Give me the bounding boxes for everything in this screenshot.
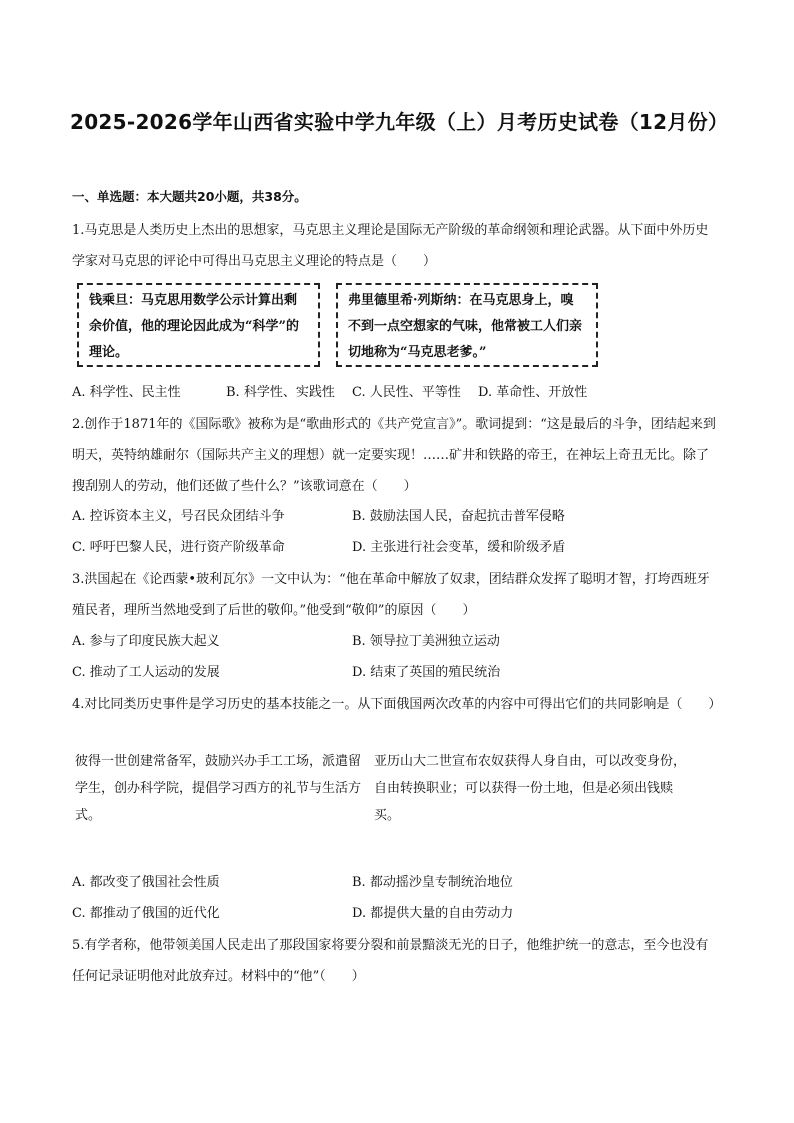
question-1-option-b[interactable]: B. 科学性、实践性 bbox=[226, 385, 335, 400]
question-4-option-c[interactable]: C. 都推动了俄国的近代化 bbox=[72, 906, 220, 921]
question-2-option-c[interactable]: C. 呼吁巴黎人民，进行资产阶级革命 bbox=[72, 540, 285, 555]
question-4-option-a[interactable]: A. 都改变了俄国社会性质 bbox=[72, 875, 220, 890]
question-3-option-a[interactable]: A. 参与了印度民族大起义 bbox=[72, 634, 220, 649]
question-1-option-d[interactable]: D. 革命性、开放性 bbox=[478, 385, 588, 400]
comparison-cell-left: 彼得一世创建常备军，鼓励兴办手工工场，派遣留学生，创办科学院，提倡学习西方的礼节与生活方式。 bbox=[75, 754, 362, 823]
page-title: 2025-2026学年山西省实验中学九年级（上）月考历史试卷（12月份） bbox=[70, 110, 729, 134]
question-1-option-c[interactable]: C. 人民性、平等性 bbox=[352, 385, 461, 400]
question-4-stem: 4.对比同类历史事件是学习历史的基本技能之一。从下面俄国两次改革的内容中可得出它们的共同影响是（ ） bbox=[72, 697, 722, 712]
comparison-cell-right: 亚历山大二世宣布农奴获得人身自由，可以改变身份，自由转换职业；可以获得一份土地，但是必须出钱赎买。 bbox=[374, 754, 687, 823]
question-1-stem: 1.马克思是人类历史上杰出的思想家，马克思主义理论是国际无产阶级的革命纲领和理论武器。从下面中外历史学家对马克思的评论中可得出马克思主义理论的特点是（ ） bbox=[72, 223, 709, 269]
quote-box-left: 钱乘旦：马克思用数学公示计算出剩余价值，他的理论因此成为“科学”的理论。 bbox=[77, 283, 320, 367]
question-5-stem: 5.有学者称，他带领美国人民走出了那段国家将要分裂和前景黯淡无光的日子，他维护统一的意志，至今也没有任何记录证明他对此放弃过。材料中的“他”（ ） bbox=[72, 938, 709, 984]
question-4-option-d[interactable]: D. 都提供大量的自由劳动力 bbox=[352, 906, 514, 921]
question-2-stem: 2.创作于1871年的《国际歌》被称为是“歌曲形式的《共产党宣言》”。歌词提到：“这是最后的斗争，团结起来到明天，英特纳雄耐尔（国际共产主义的理想）就一定要实现！……矿井和铁路的帝王，在神坛上奇丑无比。除了搜刮别人的劳动，他们还做了些什么？”该歌词意在（ ） bbox=[72, 417, 716, 494]
question-3-option-c[interactable]: C. 推动了工人运动的发展 bbox=[72, 665, 220, 680]
question-2-option-a[interactable]: A. 控诉资本主义，号召民众团结斗争 bbox=[72, 509, 285, 524]
section-heading: 一、单选题：本大题共20小题，共38分。 bbox=[72, 189, 307, 204]
question-3-option-b[interactable]: B. 领导拉丁美洲独立运动 bbox=[352, 634, 500, 649]
question-3-stem: 3.洪国起在《论西蒙•玻利瓦尔》一文中认为：“他在革命中解放了奴隶，团结群众发挥了聪明才智，打垮西班牙殖民者，理所当然地受到了后世的敬仰。”他受到“敬仰”的原因（ ） bbox=[72, 572, 710, 618]
quote-box-right: 弗里德里希·列斯纳：在马克思身上，嗅不到一点空想家的气味，他常被工人们亲切地称为“马克思老爹。” bbox=[336, 283, 598, 367]
question-4-option-b[interactable]: B. 都动摇沙皇专制统治地位 bbox=[352, 875, 513, 890]
question-2-option-b[interactable]: B. 鼓励法国人民，奋起抗击普军侵略 bbox=[352, 509, 565, 524]
question-1-option-a[interactable]: A. 科学性、民主性 bbox=[72, 385, 181, 400]
question-2-option-d[interactable]: D. 主张进行社会变革，缓和阶级矛盾 bbox=[352, 540, 566, 555]
question-3-option-d[interactable]: D. 结束了英国的殖民统治 bbox=[352, 665, 501, 680]
